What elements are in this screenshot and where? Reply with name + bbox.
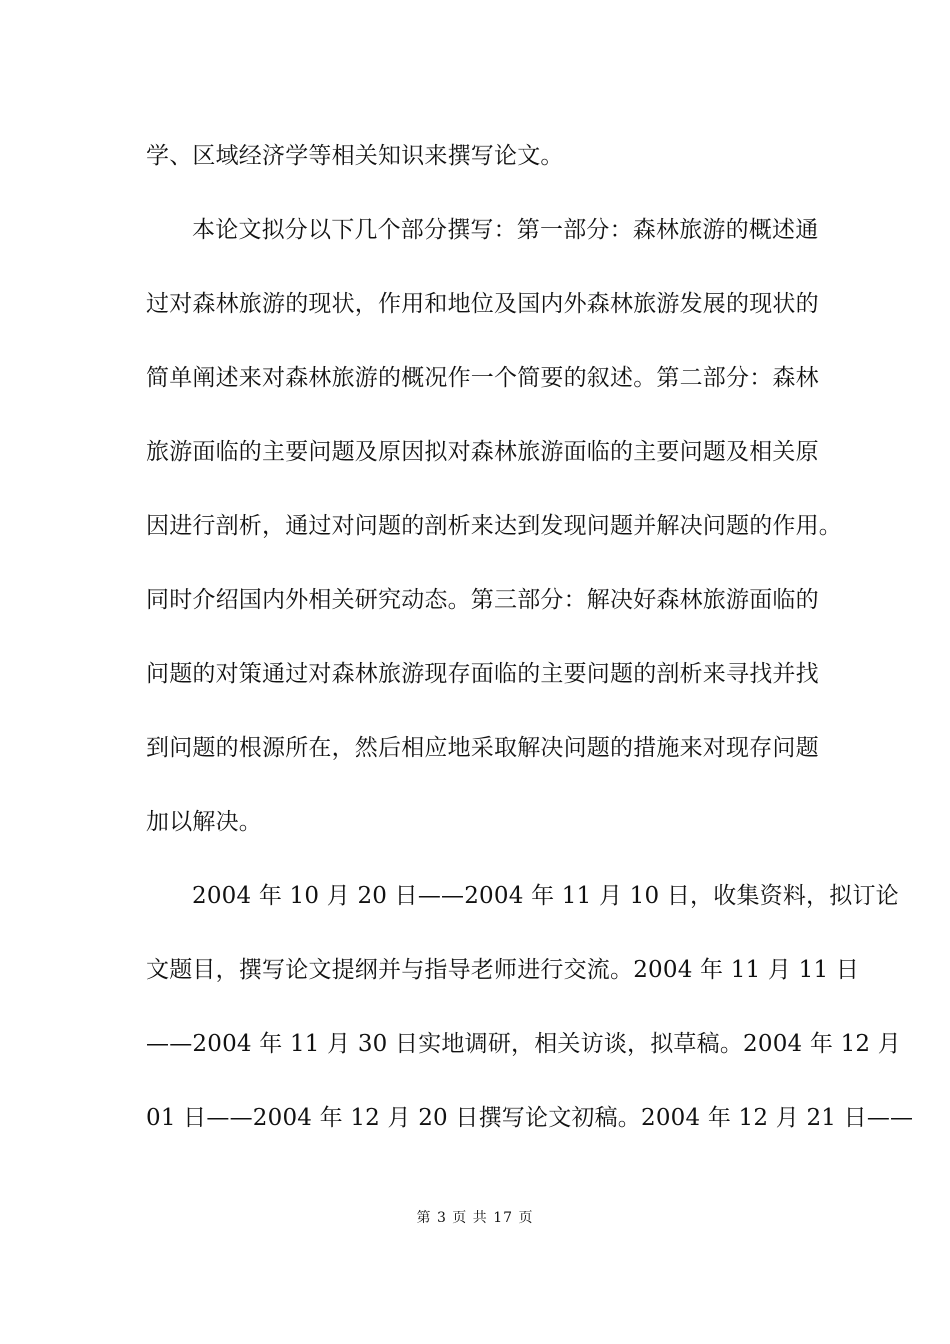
text-line: 因进行剖析，通过对问题的剖析来达到发现问题并解决问题的作用。: [146, 513, 842, 539]
text-line: 同时介绍国内外相关研究动态。第三部分：解决好森林旅游面临的: [146, 587, 819, 613]
text-line: 问题的对策通过对森林旅游现存面临的主要问题的剖析来寻找并找: [146, 661, 819, 687]
text-line: 01 日——2004 年 12 月 20 日撰写论文初稿。2004 年 12 月 21 日——: [146, 1105, 914, 1131]
text-line: 简单阐述来对森林旅游的概况作一个简要的叙述。第二部分：森林: [146, 365, 819, 391]
paragraph-start-line: 本论文拟分以下几个部分撰写：第一部分：森林旅游的概述通: [192, 217, 819, 243]
paragraph-start-line: 2004 年 10 月 20 日——2004 年 11 月 10 日，收集资料，拟订论: [192, 883, 899, 909]
text-line: 旅游面临的主要问题及原因拟对森林旅游面临的主要问题及相关原: [146, 439, 819, 465]
text-line: ——2004 年 11 月 30 日实地调研，相关访谈，拟草稿。2004 年 12 月: [146, 1031, 901, 1057]
text-line: 到问题的根源所在，然后相应地采取解决问题的措施来对现存问题: [146, 735, 819, 761]
page-footer: 第 3 页 共 17 页: [416, 1210, 534, 1226]
text-line: 学、区域经济学等相关知识来撰写论文。: [146, 143, 564, 169]
text-line: 加以解决。: [146, 809, 262, 835]
text-line: 文题目，撰写论文提纲并与指导老师进行交流。2004 年 11 月 11 日: [146, 957, 860, 983]
text-line: 过对森林旅游的现状，作用和地位及国内外森林旅游发展的现状的: [146, 291, 819, 317]
